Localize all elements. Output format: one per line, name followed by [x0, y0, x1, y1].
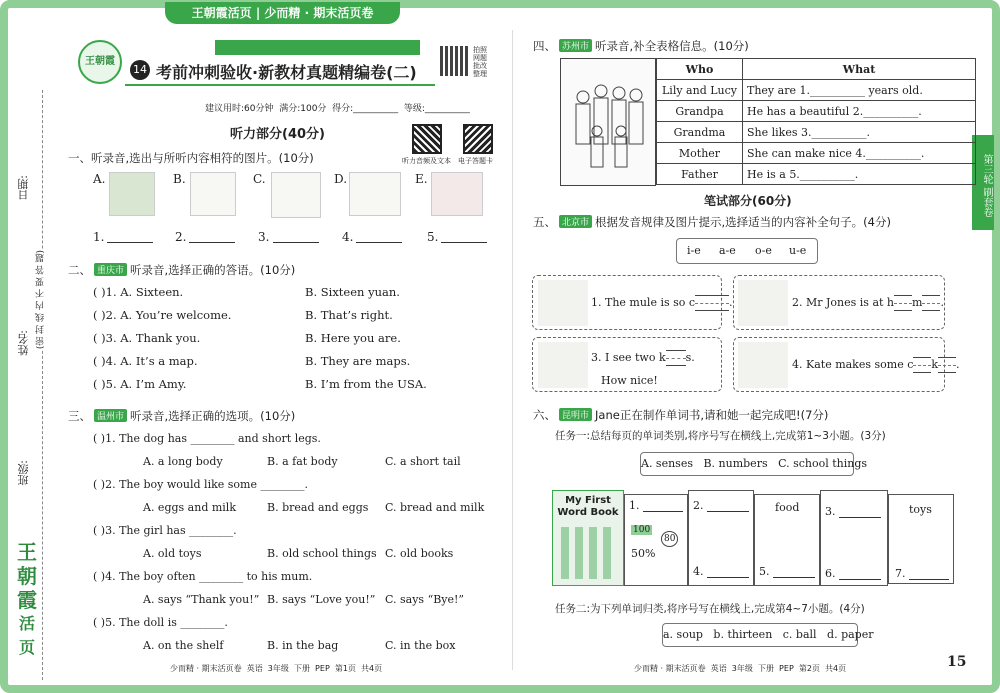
qr-caption: 拍照 网题 批改 整理: [473, 46, 487, 78]
region-tag: 昆明市: [559, 408, 592, 421]
page-category: food: [775, 501, 800, 514]
answer-blank[interactable]: [356, 242, 402, 243]
qr-code: [440, 46, 470, 76]
answer-num: 5.: [427, 230, 439, 244]
sentence-text: 4. Kate makes some c: [792, 358, 914, 371]
table-row: [657, 122, 976, 143]
q3-stem: ( )3. The girl has ________.: [93, 524, 237, 537]
who-cell: Grandma: [657, 122, 743, 143]
q3-option: A. old toys: [143, 547, 202, 560]
what-cell[interactable]: She likes 3.__________.: [743, 122, 976, 143]
phonics-sentence: [591, 350, 695, 366]
q2-option-a: ( )5. A. I’m Amy.: [93, 377, 187, 391]
what-cell[interactable]: She can make nice 4.__________.: [743, 143, 976, 164]
q5-text: 根据发音规律及图片提示,选择适当的内容补全句子。(4分): [595, 215, 891, 229]
q3-option: C. a short tail: [385, 455, 461, 468]
region-tag: 苏州市: [559, 39, 592, 52]
number-50: 50%: [631, 547, 656, 560]
answer-blank[interactable]: [189, 242, 235, 243]
q2-option-b: B. Sixteen yuan.: [305, 285, 400, 299]
answer-num: 2.: [175, 230, 187, 244]
region-tag: 重庆市: [94, 263, 127, 276]
task2-text: 任务二:为下列单词归类,将序号写在横线上,完成第4~7小题。(4分): [555, 603, 865, 615]
q3-option: B. says “Love you!”: [267, 593, 376, 606]
q2-option-b: B. That’s right.: [305, 308, 393, 322]
option-label: C.: [253, 172, 266, 186]
qr-audio-caption: 听力音频及文本: [402, 157, 451, 165]
answer-blank[interactable]: [909, 579, 949, 580]
answer-num: 4.: [342, 230, 354, 244]
q2-title: [68, 262, 295, 278]
brand-name: 王朝霞活页: [191, 6, 252, 20]
answer-blank[interactable]: [839, 579, 881, 580]
q3-option: B. old school things: [267, 547, 377, 560]
q2-option-b: B. I’m from the USA.: [305, 377, 427, 391]
q6-title: [533, 407, 828, 423]
option-label: A.: [93, 172, 106, 186]
q3-stem: ( )1. The dog has ________ and short legs.: [93, 432, 321, 445]
answer-blank[interactable]: [773, 577, 815, 578]
option-label: E.: [415, 172, 428, 186]
sentence-text: 2. Mr Jones is at h: [792, 296, 894, 309]
name-label: 姓名:: [17, 330, 30, 356]
q3-stem: ( )4. The boy often ________ to his mum.: [93, 570, 313, 583]
series-name: 少而精 · 期末活页卷: [264, 6, 374, 20]
section-bar: [215, 40, 420, 55]
phonics-choice: o-e: [755, 244, 772, 257]
q4-title: [533, 38, 749, 54]
qr-answer: [463, 124, 493, 154]
phonics-blank[interactable]: [922, 295, 940, 311]
word-book-page-4: [820, 490, 888, 586]
who-cell: Father: [657, 164, 743, 185]
answer-blank[interactable]: [273, 242, 319, 243]
who-cell: Lily and Lucy: [657, 80, 743, 101]
seal-line: [42, 90, 43, 680]
q3-option: A. says “Thank you!”: [143, 593, 260, 606]
q3-option: B. in the bag: [267, 639, 339, 652]
q2-option-b: B. They are maps.: [305, 354, 411, 368]
q3-option: A. on the shelf: [143, 639, 224, 652]
q4-number: 四、: [533, 39, 556, 53]
page-divider: [512, 30, 513, 670]
footer-right: 少而精 · 期末活页卷 英语 3年级 下册 PEP 第2页 共4页: [634, 664, 847, 673]
number-100: 100: [633, 525, 651, 535]
q2-option-a: ( )4. A. It’s a map.: [93, 354, 198, 368]
task1-options: A. senses B. numbers C. school things: [640, 452, 854, 476]
q3-option: C. old books: [385, 547, 454, 560]
page-num: 5.: [759, 565, 770, 578]
q5-number: 五、: [533, 215, 556, 229]
q1-title: 一、听录音,选出与所听内容相符的图片。(10分): [68, 151, 314, 165]
title-underline: [125, 84, 435, 86]
phonics-choice: u-e: [789, 244, 807, 257]
page-num: 6.: [825, 567, 836, 580]
answer-blank[interactable]: [707, 511, 749, 512]
phonics-sentence: [792, 357, 960, 373]
sentence-end: .: [729, 296, 733, 309]
q2-text: 听录音,选择正确的答语。(10分): [130, 263, 296, 277]
info-table: [656, 58, 976, 185]
phonics-blank[interactable]: [938, 357, 956, 373]
q2-option-b: B. Here you are.: [305, 331, 401, 345]
what-cell[interactable]: He is a 5.__________.: [743, 164, 976, 185]
gift-box-image: [109, 172, 155, 216]
table-row: [657, 143, 976, 164]
phonics-choice: a-e: [719, 244, 736, 257]
phonics-sentence-extra: How nice!: [601, 374, 658, 387]
q2-number: 二、: [68, 263, 91, 277]
answer-blank[interactable]: [107, 242, 153, 243]
page-num: 1.: [629, 499, 640, 512]
q3-option: C. in the box: [385, 639, 456, 652]
seal-text: (密 封 线 内 不 要 答 题): [36, 250, 46, 350]
answer-num: 1.: [93, 230, 105, 244]
sentence-end: .: [956, 358, 960, 371]
date-label: 日期:: [17, 175, 30, 201]
cover-icons: [561, 527, 617, 579]
mule-image: [538, 280, 588, 326]
sentence-end: s.: [685, 351, 695, 364]
what-cell[interactable]: He has a beautiful 2.__________.: [743, 101, 976, 122]
kids-playing-image: [431, 172, 483, 216]
table-row: [657, 164, 976, 185]
page-num: 3.: [825, 505, 836, 518]
right-tab: 第三轮 刷套卷: [972, 135, 994, 230]
sentence-mid: k: [931, 358, 939, 371]
city-tower-image: [349, 172, 401, 216]
q4-text: 听录音,补全表格信息。(10分): [595, 39, 749, 53]
task2-options: a. soup b. thirteen c. ball d. paper: [662, 623, 858, 647]
sentence-text: 1. The mule is so c: [591, 296, 696, 309]
q3-option: C. bread and milk: [385, 501, 485, 514]
q3-number: 三、: [68, 409, 91, 423]
sentence-text: 3. I see two k: [591, 351, 666, 364]
phonics-card-1: [532, 275, 733, 330]
family-picture: [560, 58, 656, 186]
kites-image: [538, 342, 588, 388]
top-banner: 王朝霞活页 | 少而精 · 期末活页卷: [165, 2, 400, 24]
q3-option: C. says “Bye!”: [385, 593, 465, 606]
q3-option: B. bread and eggs: [267, 501, 369, 514]
listening-heading: 听力部分(40分): [230, 127, 325, 142]
phonics-sentence: [792, 295, 944, 311]
book-title: My First Word Book: [557, 495, 619, 518]
option-label: B.: [173, 172, 186, 186]
family-illustration: [561, 59, 655, 185]
phonics-sentence: [591, 295, 733, 311]
test-number: 14: [130, 60, 150, 80]
table-row: [657, 101, 976, 122]
number-80: 80: [661, 531, 678, 547]
logo-char: 霞: [17, 588, 37, 612]
word-book-page-5: [888, 494, 954, 584]
answer-num: 3.: [258, 230, 270, 244]
answer-blank[interactable]: [707, 577, 749, 578]
q2-option-a: ( )2. A. You’re welcome.: [93, 308, 232, 322]
exam-info: 建议用时:60分钟 满分:100分 得分:__________ 等级:__________: [205, 104, 470, 114]
word-book-page-3: [754, 494, 820, 586]
qr-audio: [412, 124, 442, 154]
q3-text: 听录音,选择正确的选项。(10分): [130, 409, 296, 423]
q3-stem: ( )2. The boy would like some ________.: [93, 478, 308, 491]
phonics-choice: i-e: [687, 244, 701, 257]
brand-logo-vertical: [12, 540, 42, 660]
q5-title: [533, 214, 891, 230]
task1-text: 任务一:总结每页的单词类别,将序号写在横线上,完成第1~3小题。(3分): [555, 430, 886, 442]
table-header: Who: [657, 59, 743, 80]
phonics-card-2: [733, 275, 945, 330]
q3-title: [68, 408, 295, 424]
q6-text: Jane正在制作单词书,请和她一起完成吧!(7分): [595, 408, 829, 422]
region-tag: 北京市: [559, 215, 592, 228]
logo-char: 王: [17, 540, 37, 564]
dog-image: [271, 172, 321, 218]
page-title: 考前冲刺验收·新教材真题精编卷(二): [156, 63, 417, 82]
phonics-blank[interactable]: [695, 295, 729, 311]
writing-heading: 笔试部分(60分): [704, 194, 792, 208]
who-cell: Grandpa: [657, 101, 743, 122]
phonics-choices: [676, 238, 818, 264]
option-label: D.: [334, 172, 348, 186]
page-category: toys: [909, 503, 932, 516]
qr-answer-caption: 电子答题卡: [458, 157, 493, 165]
who-cell: Mother: [657, 143, 743, 164]
table-header: What: [743, 59, 976, 80]
phonics-blank[interactable]: [913, 357, 931, 373]
phonics-blank[interactable]: [894, 295, 912, 311]
home-image: [738, 280, 788, 326]
q3-option: B. a fat body: [267, 455, 338, 468]
q2-option-a: ( )3. A. Thank you.: [93, 331, 201, 345]
class-label: 班级:: [17, 460, 30, 486]
footer-left: 少而精 · 期末活页卷 英语 3年级 下册 PEP 第1页 共4页: [170, 664, 383, 673]
logo-char: 朝: [17, 564, 37, 588]
logo-char: 活页: [18, 614, 35, 657]
word-book-page-2: [688, 490, 754, 586]
word-book-page-1: [624, 494, 688, 586]
page-number: 15: [947, 654, 967, 670]
q2-option-a: ( )1. A. Sixteen.: [93, 285, 184, 299]
sentence-end: .: [940, 296, 944, 309]
what-cell[interactable]: They are 1.__________ years old.: [743, 80, 976, 101]
girl-eating-image: [190, 172, 236, 216]
q3-option: A. a long body: [143, 455, 223, 468]
phonics-blank[interactable]: [666, 350, 686, 366]
sentence-mid: m: [912, 296, 923, 309]
table-row: [657, 80, 976, 101]
q6-number: 六、: [533, 408, 556, 422]
phonics-card-3: [532, 337, 722, 392]
page-num: 7.: [895, 567, 906, 580]
cake-image: [738, 342, 788, 388]
phonics-card-4: [733, 337, 960, 392]
page-num: 2.: [693, 499, 704, 512]
logo-badge: 王朝霞: [78, 40, 122, 84]
word-book-cover: [552, 490, 624, 586]
page-num: 4.: [693, 565, 704, 578]
answer-blank[interactable]: [839, 517, 881, 518]
q3-stem: ( )5. The doll is ________.: [93, 616, 228, 629]
q3-option: A. eggs and milk: [143, 501, 236, 514]
region-tag: 温州市: [94, 409, 127, 422]
answer-blank[interactable]: [643, 511, 683, 512]
answer-blank[interactable]: [441, 242, 487, 243]
